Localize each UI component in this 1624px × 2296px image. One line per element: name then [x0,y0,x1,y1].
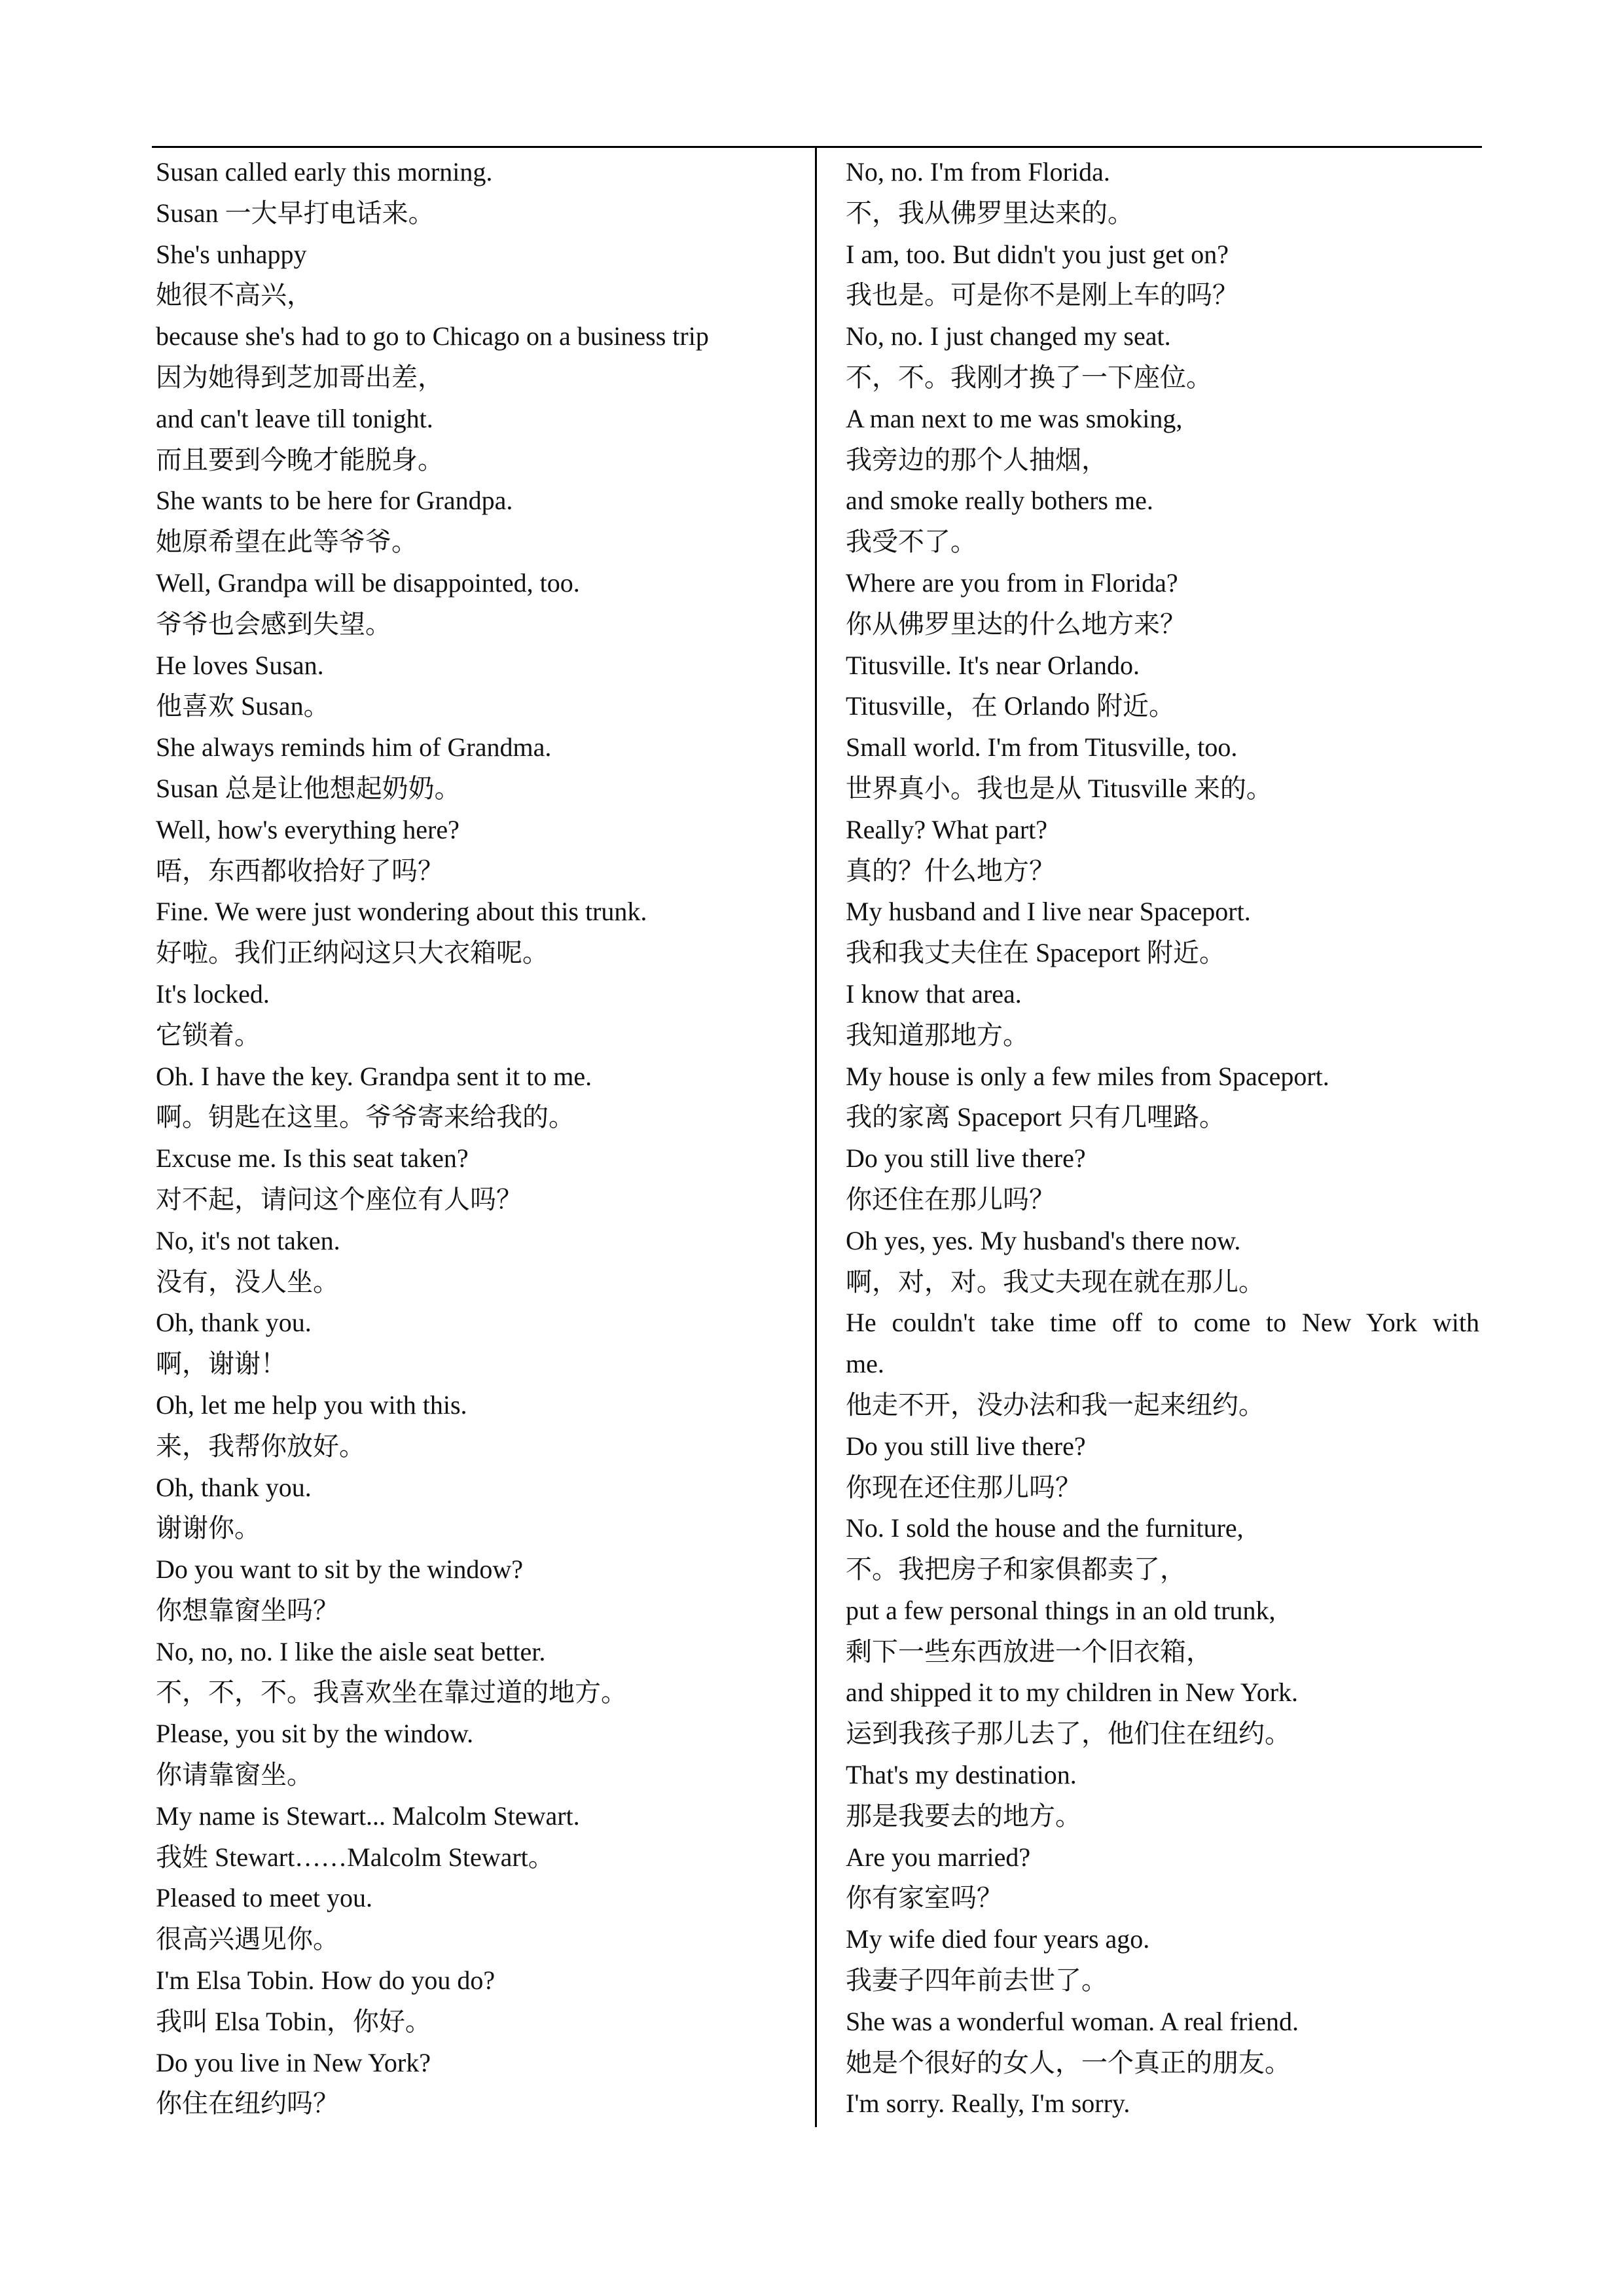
text-line: No, it's not taken. [156,1225,340,1255]
text-line: She was a wonderful woman. A real friend. [846,2006,1299,2036]
text-line: 因为她得到芝加哥出差， [156,362,444,392]
text-line: 我也是。可是你不是刚上车的吗？ [846,280,1238,310]
text-line: Titusville，在 Orlando 附近。 [846,691,1175,721]
text-line: 我旁边的那个人抽烟， [846,444,1108,475]
text-line: No. I sold the house and the furniture, [846,1513,1244,1543]
column-divider [815,147,817,2127]
text-line: Where are you from in Florida? [846,567,1178,598]
text-line: 不，不。我刚才换了一下座位。 [846,362,1212,392]
text-line: My husband and I live near Spaceport. [846,897,1251,927]
text-line: and shipped it to my children in New York. [846,1677,1299,1708]
top-rule [152,146,1482,148]
text-line: 他走不开，没办法和我一起来纽约。 [846,1390,1265,1420]
text-line: Do you want to sit by the window? [156,1554,524,1585]
text-line: My wife died four years ago. [846,1924,1150,1954]
left-column [156,152,804,2125]
text-line: My name is Stewart... Malcolm Stewart. [156,1801,580,1831]
text-line: 那是我要去的地方。 [846,1801,1081,1831]
text-line: I'm Elsa Tobin. How do you do? [156,1965,496,1996]
text-line: 我和我丈夫住在 Spaceport 附近。 [846,938,1225,968]
text-line: and smoke really bothers me. [846,486,1153,516]
text-line: 爷爷也会感到失望。 [156,609,391,639]
text-line: because she's had to go to Chicago on a business trip [156,321,709,351]
text-line: Oh, thank you. [156,1308,312,1338]
right-column [846,152,1479,2125]
text-line: put a few personal things in an old trunk, [846,1595,1276,1625]
text-line: 啊。钥匙在这里。爷爷寄来给我的。 [156,1102,575,1132]
text-line: Really? What part? [846,814,1048,844]
text-line: It's locked. [156,978,270,1009]
text-line: 你还住在那儿吗？ [846,1184,1055,1214]
text-line: I know that area. [846,978,1022,1009]
text-line: I am, too. But didn't you just get on? [846,239,1229,269]
text-line: No, no. I just changed my seat. [846,321,1171,351]
text-line: 啊，谢谢！ [156,1349,287,1379]
text-line: 真的？什么地方？ [846,855,1055,886]
text-line: 不，我从佛罗里达来的。 [846,198,1134,228]
text-line: 你住在纽约吗？ [156,2089,339,2119]
text-line: Oh, let me help you with this. [156,1390,467,1420]
text-line: 谢谢你。 [156,1513,261,1543]
text-line: Are you married? [846,1842,1031,1872]
text-line: Well, Grandpa will be disappointed, too. [156,567,580,598]
text-line: 我受不了。 [846,527,977,557]
text-line: 而且要到今晚才能脱身。 [156,444,444,475]
text-line: 唔，东西都收拾好了吗？ [156,855,444,886]
text-line: 啊，对，对。我丈夫现在就在那儿。 [846,1266,1265,1297]
text-line: 他喜欢 Susan。 [156,691,330,721]
text-line: 她是个很好的女人，一个真正的朋友。 [846,2047,1291,2077]
text-line: Well, how's everything here? [156,814,460,844]
text-line: 你现在还住那儿吗？ [846,1472,1081,1502]
text-line: He couldn't take time off to come to New York with [846,1308,1479,1338]
text-line: 世界真小。我也是从 Titusville 来的。 [846,773,1272,803]
text-line: 你有家室吗？ [846,1883,1003,1913]
text-line: 很高兴遇见你。 [156,1924,339,1954]
text-line: 剩下一些东西放进一个旧衣箱， [846,1636,1212,1666]
text-line: 我知道那地方。 [846,1020,1029,1050]
text-line: Please, you sit by the window. [156,1719,474,1749]
text-line: 我的家离 Spaceport 只有几哩路。 [846,1102,1225,1132]
text-line: No, no, no. I like the aisle seat better. [156,1636,546,1666]
text-line: and can't leave till tonight. [156,403,433,433]
text-line: Fine. We were just wondering about this trunk. [156,897,647,927]
text-line: He loves Susan. [156,650,324,680]
text-line: Do you still live there? [846,1431,1086,1461]
text-line: That's my destination. [846,1760,1077,1790]
text-line: 你请靠窗坐。 [156,1760,313,1790]
text-line: My house is only a few miles from Spaceport. [846,1061,1329,1091]
text-line: 我妻子四年前去世了。 [846,1965,1108,1996]
text-line: 对不起，请问这个座位有人吗？ [156,1184,522,1214]
text-line: She's unhappy [156,239,307,269]
text-line: Susan called early this morning. [156,157,493,187]
text-line: No, no. I'm from Florida. [846,157,1110,187]
text-line: 你从佛罗里达的什么地方来？ [846,609,1186,639]
text-line: 我叫 Elsa Tobin，你好。 [156,2006,431,2036]
text-line: Do you live in New York? [156,2047,431,2077]
text-line: 运到我孩子那儿去了，他们住在纽约。 [846,1719,1291,1749]
text-line: Oh. I have the key. Grandpa sent it to me. [156,1061,592,1091]
text-line: 她很不高兴， [156,280,313,310]
text-line: 它锁着。 [156,1020,261,1050]
text-line: 我姓 Stewart……Malcolm Stewart。 [156,1842,554,1872]
text-line: 不。我把房子和家俱都卖了， [846,1554,1186,1585]
text-line: me. [846,1349,884,1379]
text-line: Oh, thank you. [156,1472,312,1502]
text-line: 好啦。我们正纳闷这只大衣箱呢。 [156,938,549,968]
text-line: 她原希望在此等爷爷。 [156,527,418,557]
text-line: Oh yes, yes. My husband's there now. [846,1225,1241,1255]
text-line: Small world. I'm from Titusville, too. [846,732,1238,762]
text-line: I'm sorry. Really, I'm sorry. [846,2089,1130,2119]
text-line: A man next to me was smoking, [846,403,1183,433]
text-line: 你想靠窗坐吗？ [156,1595,339,1625]
text-line: She wants to be here for Grandpa. [156,486,513,516]
text-line: 不，不，不。我喜欢坐在靠过道的地方。 [156,1677,627,1708]
text-line: Excuse me. Is this seat taken? [156,1143,469,1174]
text-line: Titusville. It's near Orlando. [846,650,1140,680]
text-line: Pleased to meet you. [156,1883,373,1913]
text-line: Susan 一大早打电话来。 [156,198,435,228]
text-line: 来，我帮你放好。 [156,1431,365,1461]
text-line: She always reminds him of Grandma. [156,732,552,762]
text-line: Do you still live there? [846,1143,1086,1174]
text-line: 没有，没人坐。 [156,1266,339,1297]
text-line: Susan 总是让他想起奶奶。 [156,773,461,803]
